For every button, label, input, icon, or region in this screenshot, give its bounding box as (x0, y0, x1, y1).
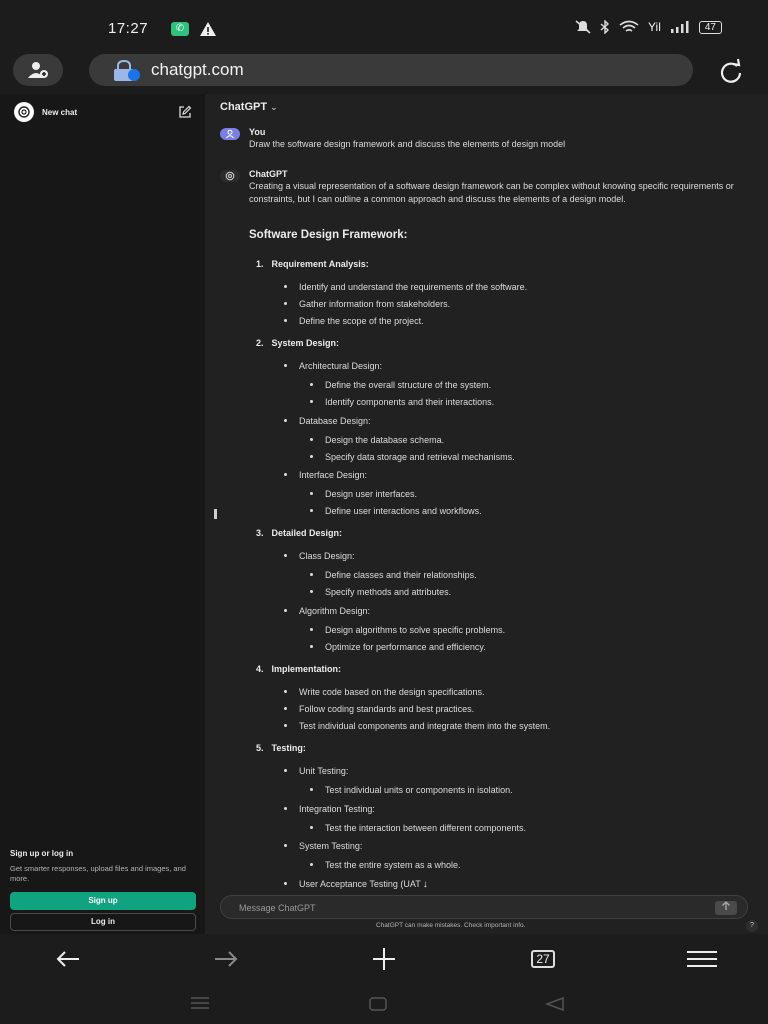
message-composer (220, 895, 748, 919)
bullet-item (284, 361, 382, 371)
item-text: Define the scope of the project. (299, 316, 424, 326)
new-chat-button[interactable] (14, 102, 192, 122)
bullet-item (310, 397, 494, 407)
item-number: 1. (256, 259, 264, 269)
item-text: System Testing: (299, 841, 363, 851)
item-text: Test individual units or components in isolation. (325, 785, 513, 795)
scroll-down-icon[interactable]: ↓ (422, 879, 428, 890)
bullet-dot (310, 400, 313, 403)
bullet-dot (310, 573, 313, 576)
bullet-dot (284, 554, 287, 557)
bullet-dot (284, 724, 287, 727)
back-button[interactable] (48, 942, 88, 976)
bullet-dot (310, 438, 313, 441)
warning-icon (199, 21, 217, 37)
bullet-item (284, 721, 550, 731)
clock: 17:27 (108, 20, 149, 37)
user-avatar (220, 128, 240, 140)
item-text: Specify data storage and retrieval mechanisms. (325, 452, 515, 462)
item-text: Testing: (271, 743, 306, 753)
bullet-item (310, 625, 505, 635)
item-number: 5. (256, 743, 264, 753)
incognito-profile-icon (27, 61, 49, 79)
bullet-item (284, 416, 371, 426)
sign-up-button[interactable]: Sign up (10, 892, 196, 910)
item-text: Detailed Design: (271, 528, 343, 538)
bullet-item (310, 380, 491, 390)
arrow-left-icon (56, 950, 80, 968)
item-text: Gather information from stakeholders. (299, 299, 451, 309)
model-selector[interactable] (220, 101, 278, 113)
bullet-dot (284, 769, 287, 772)
bullet-dot (310, 492, 313, 495)
openai-knot-icon (17, 105, 31, 119)
item-text: Requirement Analysis: (271, 259, 369, 269)
item-text: Identify components and their interactions. (325, 397, 495, 407)
item-text: Implementation: (271, 664, 342, 674)
bullet-item (284, 704, 474, 714)
bullet-dot (310, 645, 313, 648)
bullet-dot (310, 788, 313, 791)
mute-icon (575, 20, 591, 34)
browser-nav-bar (0, 934, 768, 984)
bullet-dot (284, 807, 287, 810)
bullet-dot (310, 455, 313, 458)
item-text: User Acceptance Testing (UAT (299, 879, 421, 889)
tabs-count: 27 (531, 950, 554, 968)
url-text[interactable]: chatgpt.com (151, 60, 244, 79)
bullet-item (310, 587, 451, 597)
bullet-item (310, 452, 515, 462)
item-text: Interface Design: (299, 470, 368, 480)
bullet-item (310, 785, 513, 795)
bullet-item (284, 282, 527, 292)
item-text: Architectural Design: (299, 361, 383, 371)
status-icons (575, 20, 722, 34)
model-title: ChatGPT (220, 101, 268, 113)
home-icon[interactable] (369, 996, 387, 1012)
disclaimer: ChatGPT can make mistakes. Check important info. (376, 922, 526, 929)
arrow-right-icon (214, 950, 238, 968)
numbered-item (256, 259, 369, 269)
plus-icon (372, 947, 396, 971)
site-info-icon[interactable] (113, 60, 141, 82)
bullet-item (284, 841, 362, 851)
bullet-dot (284, 707, 287, 710)
new-tab-button[interactable] (364, 942, 404, 976)
section-heading: Software Design Framework: (249, 229, 408, 241)
bullet-item (310, 489, 417, 499)
bullet-item (284, 606, 370, 616)
item-text: Algorithm Design: (299, 606, 371, 616)
item-number: 4. (256, 664, 264, 674)
assistant-avatar (220, 170, 240, 182)
log-in-button[interactable]: Log in (10, 913, 196, 931)
bullet-item (284, 470, 367, 480)
item-text: Design algorithms to solve specific problems. (325, 625, 506, 635)
send-button[interactable] (715, 901, 737, 915)
bullet-dot (310, 628, 313, 631)
item-text: Define user interactions and workflows. (325, 506, 482, 516)
item-text: Class Design: (299, 551, 355, 561)
bullet-dot (284, 285, 287, 288)
signup-description: Get smarter responses, upload files and images, and more. (10, 864, 186, 883)
item-text: Write code based on the design specifications. (299, 687, 485, 697)
user-message: Draw the software design framework and discuss the elements of design model (249, 139, 566, 149)
help-button[interactable]: ? (746, 920, 758, 932)
item-text: Unit Testing: (299, 766, 349, 776)
forward-button[interactable] (206, 942, 246, 976)
item-text: Design user interfaces. (325, 489, 418, 499)
item-text: Test individual components and integrate them into the system. (299, 721, 551, 731)
bullet-item (284, 804, 375, 814)
chatgpt-app (0, 94, 768, 934)
item-text: Test the interaction between different components. (325, 823, 526, 833)
bullet-dot (310, 826, 313, 829)
address-bar[interactable] (89, 54, 693, 86)
bullet-dot (284, 690, 287, 693)
item-text: Integration Testing: (299, 804, 375, 814)
bullet-dot (284, 844, 287, 847)
item-text: Define the overall structure of the system. (325, 380, 492, 390)
bullet-dot (310, 509, 313, 512)
sidebar (0, 94, 205, 934)
battery-icon: 47 (699, 21, 722, 34)
bluetooth-icon (600, 20, 610, 34)
edit-icon[interactable] (178, 105, 192, 119)
profile-button[interactable] (13, 54, 63, 86)
bullet-dot (284, 302, 287, 305)
arrow-up-icon (721, 901, 731, 911)
back-triangle-icon[interactable] (545, 996, 565, 1012)
tab-switcher-button[interactable] (523, 942, 563, 976)
item-text: Optimize for performance and efficiency. (325, 642, 486, 652)
bullet-dot (284, 609, 287, 612)
recent-apps-icon[interactable] (190, 996, 210, 1010)
bullet-dot (310, 590, 313, 593)
bullet-item (284, 299, 450, 309)
sidebar-resize-handle[interactable] (214, 509, 217, 519)
phone-call-icon: ✆ (171, 22, 189, 36)
bullet-dot (310, 383, 313, 386)
user-icon (225, 129, 235, 139)
bullet-item (310, 570, 477, 580)
new-chat-label: New chat (42, 107, 78, 117)
item-text: Design the database schema. (325, 435, 445, 445)
bullet-item (310, 823, 526, 833)
message-input[interactable] (239, 900, 699, 916)
item-number: 2. (256, 338, 264, 348)
bullet-item (310, 506, 482, 516)
bullet-dot (284, 419, 287, 422)
system-nav-bar (0, 984, 768, 1024)
numbered-item (256, 338, 339, 348)
numbered-item (256, 528, 342, 538)
reload-icon[interactable] (716, 58, 746, 88)
bullet-item (310, 642, 486, 652)
item-text: Identify and understand the requirements of the software. (299, 282, 528, 292)
bullet-dot (284, 364, 287, 367)
numbered-item (256, 664, 341, 674)
numbered-item (256, 743, 306, 753)
status-bar (0, 0, 768, 50)
bullet-item (284, 687, 484, 697)
bullet-item (284, 316, 424, 326)
item-text: System Design: (271, 338, 340, 348)
bullet-dot (284, 473, 287, 476)
bullet-dot (310, 863, 313, 866)
bullet-dot (284, 319, 287, 322)
assistant-intro: Creating a visual representation of a software design framework can be complex without knowing specific requirements or constraints, but I can outline a common approach and discuss the elements of a design model. (249, 181, 734, 204)
item-text: Test the entire system as a whole. (325, 860, 461, 870)
item-text: Specify methods and attributes. (325, 587, 452, 597)
openai-knot-icon (225, 171, 235, 181)
item-text: Database Design: (299, 416, 371, 426)
item-number: 3. (256, 528, 264, 538)
bullet-dot (284, 882, 287, 885)
bullet-item (310, 435, 444, 445)
menu-button[interactable] (682, 942, 722, 976)
user-author: You (249, 127, 266, 137)
browser-toolbar (0, 50, 768, 94)
openai-logo-icon (14, 102, 34, 122)
assistant-author: ChatGPT (249, 169, 288, 179)
hamburger-menu-icon (686, 950, 718, 968)
bullet-item (284, 551, 355, 561)
bullet-item (310, 860, 461, 870)
signup-panel (10, 849, 196, 931)
network-type: Yil (647, 20, 661, 34)
wifi-icon (619, 20, 639, 34)
item-text: Follow coding standards and best practices. (299, 704, 475, 714)
signal-icon (670, 21, 690, 33)
chevron-down-icon: ⌄ (270, 102, 278, 112)
bullet-item (284, 879, 428, 890)
bullet-item (284, 766, 348, 776)
item-text: Define classes and their relationships. (325, 570, 477, 580)
signup-title: Sign up or log in (10, 849, 74, 858)
